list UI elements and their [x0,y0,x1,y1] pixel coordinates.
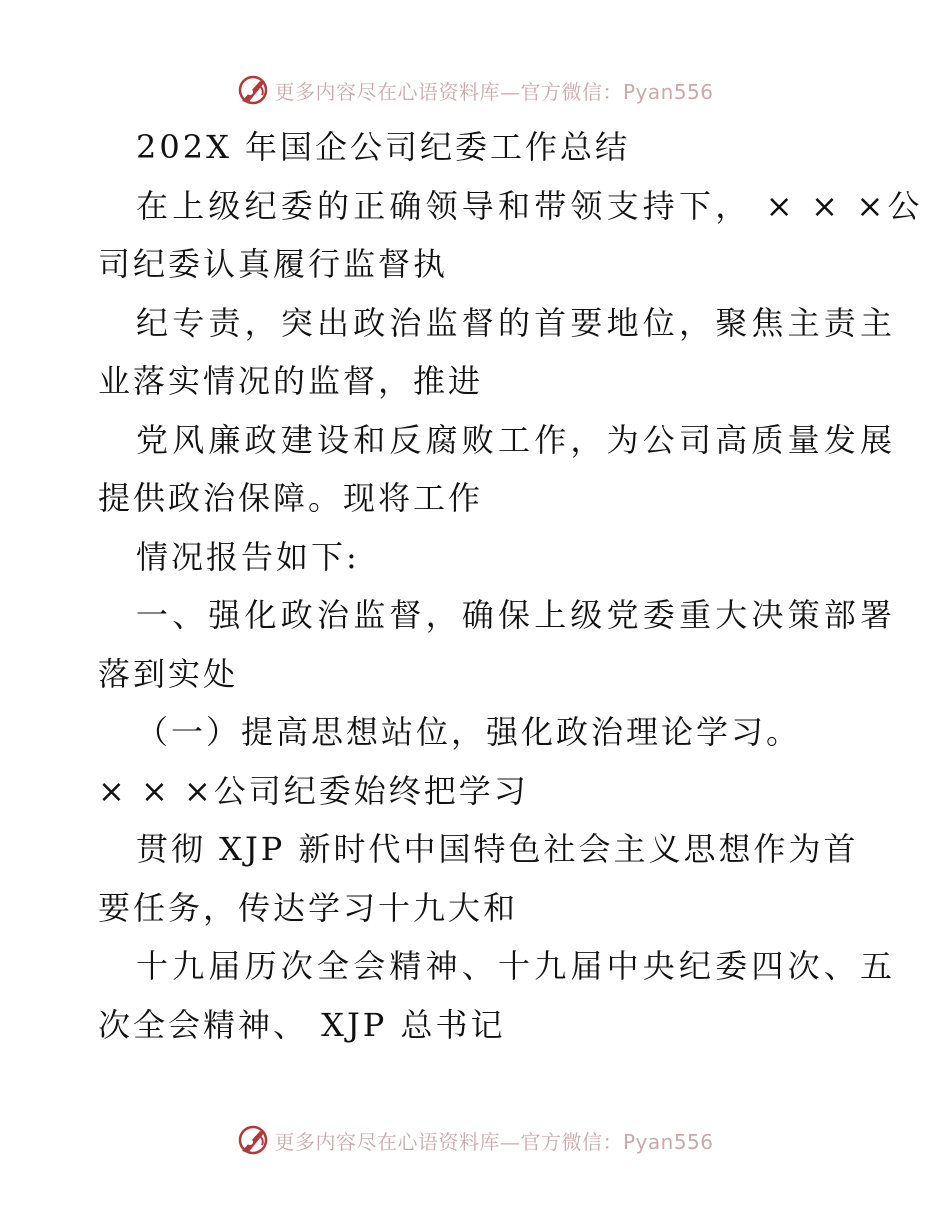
section-heading: 一、强化政治监督，确保上级党委重大决策部署 [136,596,897,634]
section-heading: 落到实处 [98,654,239,693]
subsection-heading: （一）提高思想站位，强化政治理论学习。 [136,713,802,751]
footer-watermark [0,1120,950,1160]
paragraph-line: 次全会精神、 XJP 总书记 [98,1005,506,1044]
watermark-text: 更多内容尽在心语资料库—官方微信：Pyan556 [274,1129,714,1154]
paragraph-line: × × ×公司纪委始终把学习 [98,771,529,810]
paragraph-line: 在上级纪委的正确领导和带领支持下， × × ×公 [136,186,924,225]
watermark-text: 更多内容尽在心语资料库—官方微信：Pyan556 [274,79,714,104]
header-watermark [0,70,950,110]
pen-seal-icon [236,73,270,107]
paragraph-line: 十九届历次全会精神、十九届中央纪委四次、五 [136,947,897,985]
pen-seal-icon [236,1123,270,1157]
paragraph-line: 纪专责，突出政治监督的首要地位，聚焦主责主 [136,303,897,342]
paragraph-line: 业落实情况的监督，推进 [98,362,484,400]
watermark-contact: Pyan556 [622,1129,714,1154]
document-title: 202X 年国企公司纪委工作总结 [136,128,631,166]
paragraph-line: 提供政治保障。现将工作 [98,479,484,517]
watermark-contact: Pyan556 [622,79,714,104]
paragraph-line: 党风廉政建设和反腐败工作，为公司高质量发展 [136,420,897,459]
paragraph-line: 情况报告如下: [136,537,360,576]
paragraph-line: 要任务，传达学习十九大和 [98,888,519,927]
paragraph-line: 司纪委认真履行监督执 [98,245,449,283]
paragraph-line: 贯彻 XJP 新时代中国特色社会主义思想作为首 [136,830,859,868]
document-body [98,118,924,1054]
